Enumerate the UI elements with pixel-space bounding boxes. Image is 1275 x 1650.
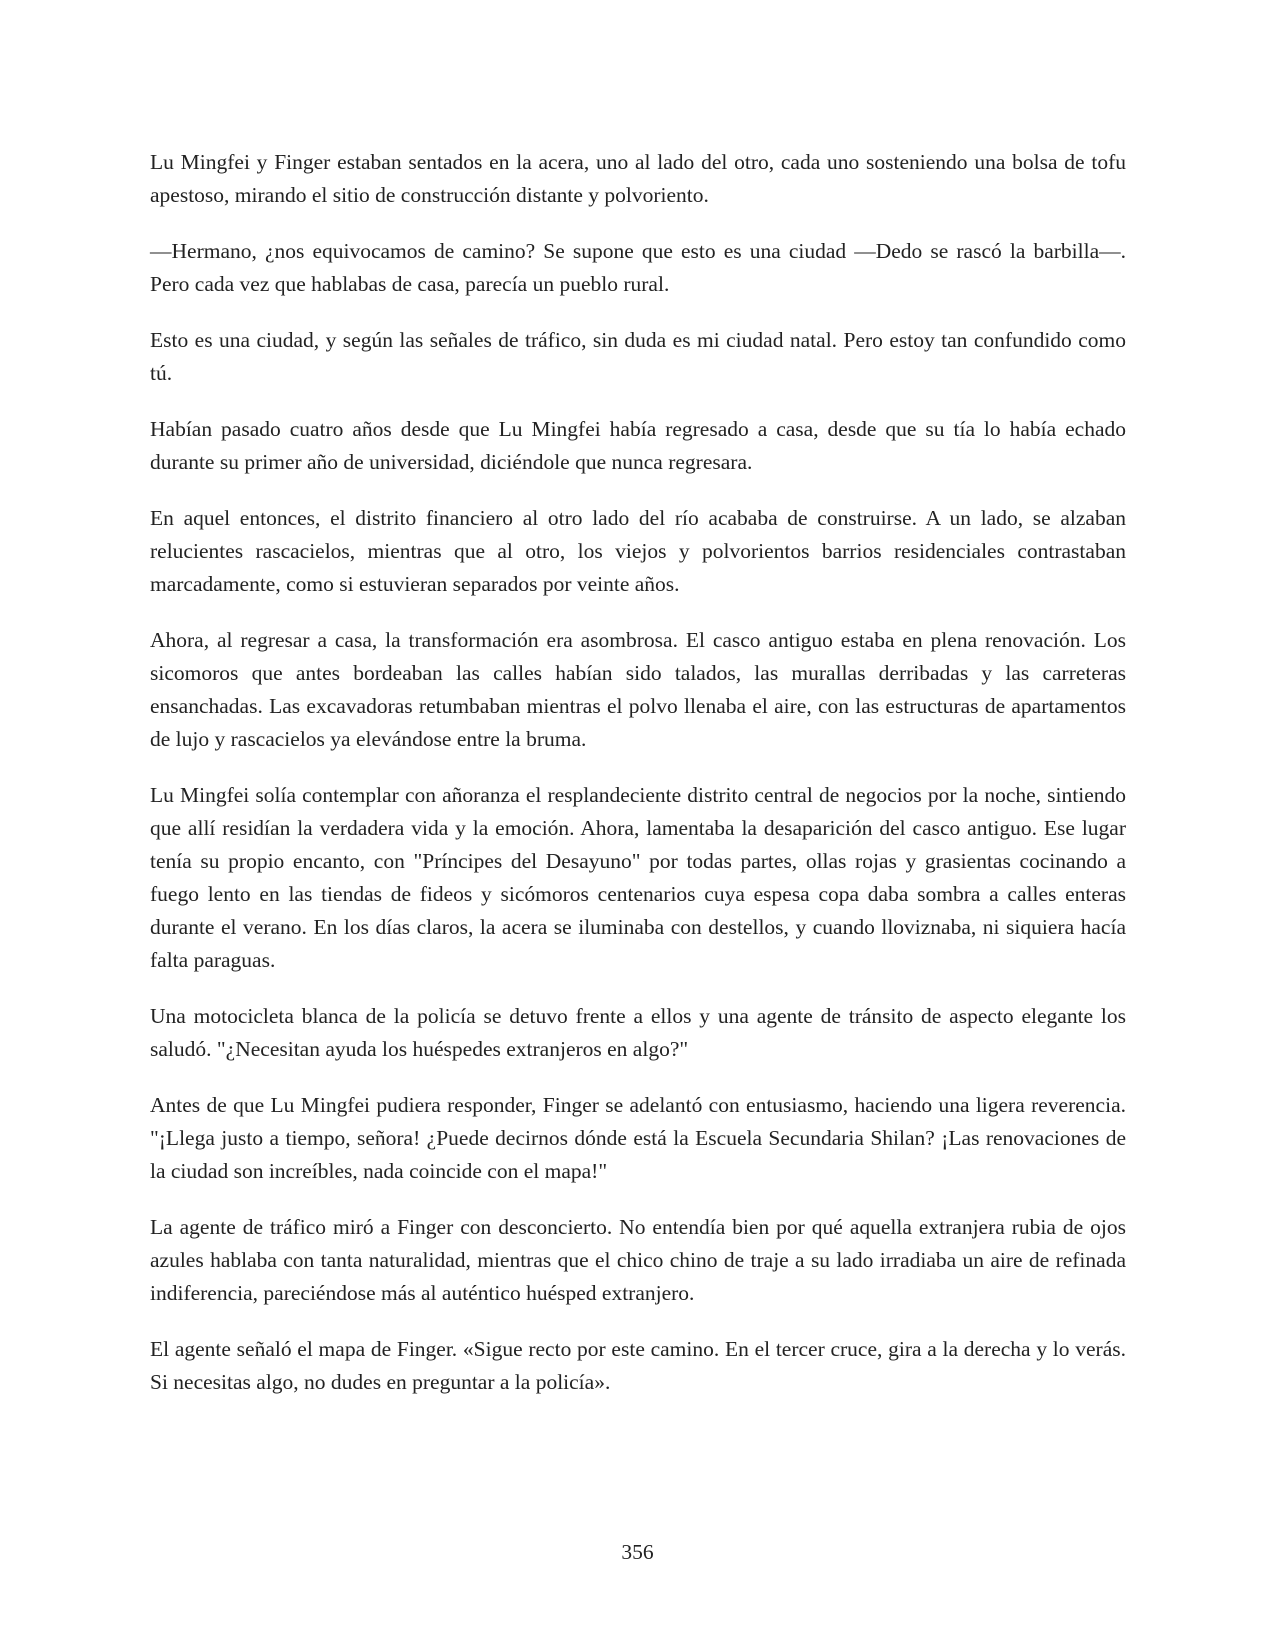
body-text [150, 146, 1126, 1422]
paragraph: Lu Mingfei y Finger estaban sentados en la acera, uno al lado del otro, cada uno sosteniendo una bolsa de tofu apestoso, mirando el sitio de construcción distante y polvoriento. [150, 150, 1126, 207]
paragraph: Antes de que Lu Mingfei pudiera responder, Finger se adelantó con entusiasmo, haciendo una ligera reverencia. "¡Llega justo a tiempo, señora! ¿Puede decirnos dónde está la Escuela Secundaria Shilan? ¡Las renovaciones de la ciudad son increíbles, nada coincide con el mapa!" [150, 1093, 1126, 1183]
paragraph: El agente señaló el mapa de Finger. «Sigue recto por este camino. En el tercer cruce, gira a la derecha y lo verás. Si necesitas algo, no dudes en preguntar a la policía». [150, 1337, 1126, 1394]
paragraph: Una motocicleta blanca de la policía se detuvo frente a ellos y una agente de tránsito de aspecto elegante los saludó. "¿Necesitan ayuda los huéspedes extranjeros en algo?" [150, 1004, 1126, 1061]
paragraph: En aquel entonces, el distrito financiero al otro lado del río acababa de construirse. A un lado, se alzaban relucientes rascacielos, mientras que al otro, los viejos y polvorientos barrios residenciales contrastaban marcadamente, como si estuvieran separados por veinte años. [150, 506, 1126, 596]
paragraph: Lu Mingfei solía contemplar con añoranza el resplandeciente distrito central de negocios por la noche, sintiendo que allí residían la verdadera vida y la emoción. Ahora, lamentaba la desaparición del casco antiguo. Ese lugar tenía su propio encanto, con "Príncipes del Desayuno" por todas partes, ollas rojas y grasientas cocinando a fuego lento en las tiendas de fideos y sicómoros centenarios cuya espesa copa daba sombra a calles enteras durante el verano. En los días claros, la acera se iluminaba con destellos, y cuando lloviznaba, ni siquiera hacía falta paraguas. [150, 783, 1126, 972]
paragraph: Esto es una ciudad, y según las señales de tráfico, sin duda es mi ciudad natal. Pero estoy tan confundido como tú. [150, 328, 1126, 385]
paragraph: Ahora, al regresar a casa, la transformación era asombrosa. El casco antiguo estaba en plena renovación. Los sicomoros que antes bordeaban las calles habían sido talados, las murallas derribadas y las carreteras ensanchadas. Las excavadoras retumbaban mientras el polvo llenaba el aire, con las estructuras de apartamentos de lujo y rascacielos ya elevándose entre la bruma. [150, 628, 1126, 751]
paragraph: Habían pasado cuatro años desde que Lu Mingfei había regresado a casa, desde que su tía lo había echado durante su primer año de universidad, diciéndole que nunca regresara. [150, 417, 1126, 474]
paragraph: La agente de tráfico miró a Finger con desconcierto. No entendía bien por qué aquella extranjera rubia de ojos azules hablaba con tanta naturalidad, mientras que el chico chino de traje a su lado irradiaba un aire de refinada indiferencia, pareciéndose más al auténtico huésped extranjero. [150, 1215, 1126, 1305]
paragraph: —Hermano, ¿nos equivocamos de camino? Se supone que esto es una ciudad —Dedo se rascó la barbilla—. Pero cada vez que hablabas de casa, parecía un pueblo rural. [150, 239, 1126, 296]
page-number: 356 [621, 1540, 654, 1564]
